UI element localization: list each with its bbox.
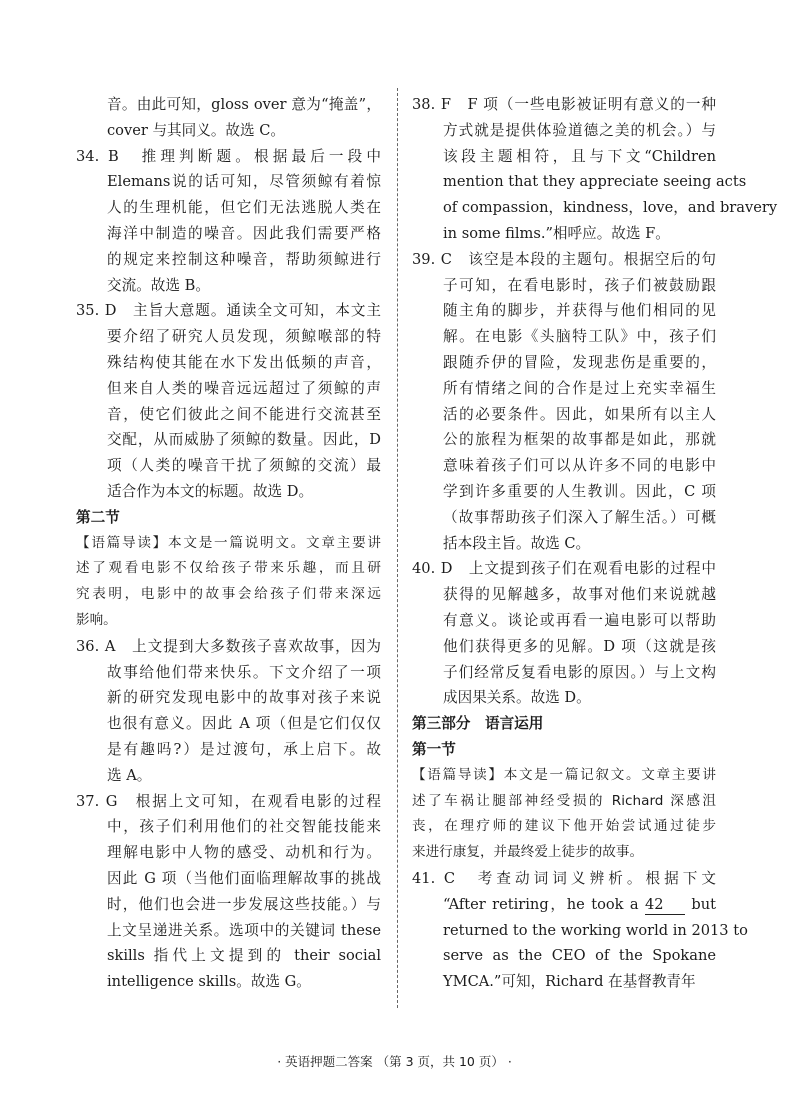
text-line: 34. B 推理判断题。根据最后一段中 <box>76 147 381 165</box>
text-line: 40. D 上文提到孩子们在观看电影的过程中 <box>412 560 716 578</box>
text-line: 他们获得更多的见解。D 项（这就是孩 <box>443 637 716 655</box>
text-line: Elemans说的话可知，尽管须鲸有着惊 <box>107 173 381 191</box>
answer-41 <box>412 866 748 995</box>
text-line: 但来自人类的噪音远远超过了须鲸的声 <box>107 379 381 397</box>
text-line: 39. C 该空是本段的主题句。根据空后的句 <box>412 250 716 268</box>
text-line: mention that they appreciate seeing acts <box>443 173 747 191</box>
text-line: 因此 G 项（当他们面临理解故事的挑战 <box>107 869 381 887</box>
answer-37 <box>76 789 381 995</box>
q33-continuation <box>76 92 381 144</box>
answer-36 <box>76 634 381 789</box>
text-line: 项（人类的噪音干扰了须鲸的交流）最 <box>107 457 381 475</box>
text-line: 殊结构使其能在水下发出低频的声音， <box>107 353 381 371</box>
left-column <box>76 92 381 995</box>
text-line: （故事帮助孩子们深入了解生活。）可概 <box>443 508 716 526</box>
text-line: 新的研究发现电影中的故事对孩子来说 <box>107 689 381 707</box>
text-line: 理解电影中人物的感受、动机和行为。 <box>107 844 381 862</box>
text-line: 跟随乔伊的冒险，发现悲伤是重要的， <box>443 353 716 371</box>
text-line: 时，他们也会进一步发展这些技能。）与 <box>107 895 381 913</box>
text-line: serve as the CEO of the Spokane <box>443 947 716 965</box>
text-line: 交配，从而威胁了须鲸的数量。因此，D <box>107 431 381 449</box>
text-span: “After retiring，he took a <box>443 895 639 913</box>
column-divider <box>397 88 398 1008</box>
text-line: 【语篇导读】本文是一篇记叙文。文章主要讲 <box>412 766 716 783</box>
page-footer: · 英语押题二答案 （第 3 页，共 10 页） · <box>277 1054 512 1069</box>
text-line: 36. A 上文提到大多数孩子喜欢故事，因为 <box>76 637 381 655</box>
text-line: 41. C 考查动词词义辨析。根据下文 <box>412 869 716 887</box>
text-span: but <box>691 895 717 913</box>
text-line: 38. F F 项（一些电影被证明有意义的一种 <box>412 96 716 113</box>
text-line-with-blank <box>412 892 716 918</box>
text-line: 子们经常反复看电影的原因。）与上文构 <box>443 663 716 681</box>
text-line: 括本段主旨。故选 C。 <box>443 534 591 552</box>
text-line: YMCA.”可知，Richard 在基督教青年 <box>443 973 696 991</box>
answer-39 <box>412 247 716 557</box>
text-line: 音，使它们彼此之间不能进行交流甚至 <box>107 405 381 423</box>
text-line: cover 与其同义。故选 C。 <box>107 121 286 139</box>
text-line: in some films.”相呼应。故选 F。 <box>443 224 670 242</box>
section-heading: 第二节 <box>76 508 120 526</box>
passage-guide <box>412 763 716 866</box>
text-line: 方式就是提供体验道德之美的机会。）与 <box>443 121 716 139</box>
blank-number: 42 <box>645 896 685 915</box>
text-line: intelligence skills。故选 G。 <box>107 973 311 991</box>
text-line: 中，孩子们利用他们的社交智能技能来 <box>107 818 381 836</box>
part-heading: 第三部分 语言运用 <box>412 715 544 733</box>
text-line: 音。由此可知，gloss over 意为“掩盖”， <box>107 96 381 113</box>
text-line: 交流。故选 B。 <box>107 276 210 294</box>
text-line: 究表明，电影中的故事会给孩子们带来深远 <box>76 586 381 603</box>
text-line: 也很有意义。因此 A 项（但是它们仅仅 <box>107 715 381 733</box>
text-line: 是有趣吗?）是过渡句，承上启下。故 <box>107 740 381 758</box>
text-line: 学到许多重要的人生教训。因此，C 项 <box>443 482 716 500</box>
text-line: 【语篇导读】本文是一篇说明文。文章主要讲 <box>76 534 381 551</box>
text-line: 35. D 主旨大意题。通读全文可知，本文主 <box>76 302 381 320</box>
text-line: 获得的见解越多，故事对他们来说就越 <box>443 586 716 604</box>
passage-guide <box>76 531 381 634</box>
text-line: 子可知，在看电影时，孩子们被鼓励跟 <box>443 276 716 294</box>
text-line: 活的必要条件。因此，如果所有以主人 <box>443 405 716 423</box>
text-line: of compassion，kindness，love，and bravery <box>443 199 778 217</box>
text-line: 影响。 <box>76 611 117 628</box>
text-line: 37. G 根据上文可知，在观看电影的过程 <box>76 792 381 810</box>
text-line: skills 指代上文提到的 their social <box>107 947 381 965</box>
text-line: 适合作为本文的标题。故选 D。 <box>107 482 314 500</box>
text-line: returned to the working world in 2013 to <box>443 921 748 939</box>
text-line: 的规定来控制这种噪音，帮助须鲸进行 <box>107 250 381 268</box>
text-line: 要介绍了研究人员发现，须鲸喉部的特 <box>107 328 381 346</box>
text-line: 随主角的脚步，并获得与他们相同的见 <box>443 302 716 320</box>
right-column <box>412 92 778 995</box>
text-line: 有意义。谈论或再看一遍电影可以帮助 <box>443 611 716 629</box>
text-line: 海洋中制造的噪音。因此我们需要严格 <box>107 224 381 242</box>
text-line: 人的生理机能，但它们无法逃脱人类在 <box>107 199 381 217</box>
text-line: 故事给他们带来快乐。下文介绍了一项 <box>107 663 381 681</box>
text-line: 选 A。 <box>107 766 152 784</box>
section-heading: 第一节 <box>412 740 456 758</box>
text-line: 述了车祸让腿部神经受损的 Richard 深感沮 <box>412 792 716 809</box>
text-line: 丧，在理疗师的建议下他开始尝试通过徒步 <box>412 818 716 835</box>
text-line: 上文呈递进关系。选项中的关键词 these <box>107 921 381 939</box>
text-line: 所有情绪之间的合作是过上充实幸福生 <box>443 379 716 397</box>
answer-40 <box>412 556 716 711</box>
text-line: 成因果关系。故选 D。 <box>443 689 591 707</box>
text-line: 该段主题相符，且与下文“Children <box>443 147 716 165</box>
text-line: 述了观看电影不仅给孩子带来乐趣，而且研 <box>76 560 381 577</box>
answer-38 <box>412 92 778 247</box>
text-line: 意味着孩子们可以从许多不同的电影中 <box>443 457 716 475</box>
answer-34 <box>76 144 381 299</box>
answer-35 <box>76 298 381 504</box>
text-line: 来进行康复，并最终爱上徒步的故事。 <box>412 844 644 861</box>
text-line: 公的旅程为框架的故事都是如此，那就 <box>443 431 716 449</box>
text-line: 解。在电影《头脑特工队》中，孩子们 <box>443 328 716 346</box>
